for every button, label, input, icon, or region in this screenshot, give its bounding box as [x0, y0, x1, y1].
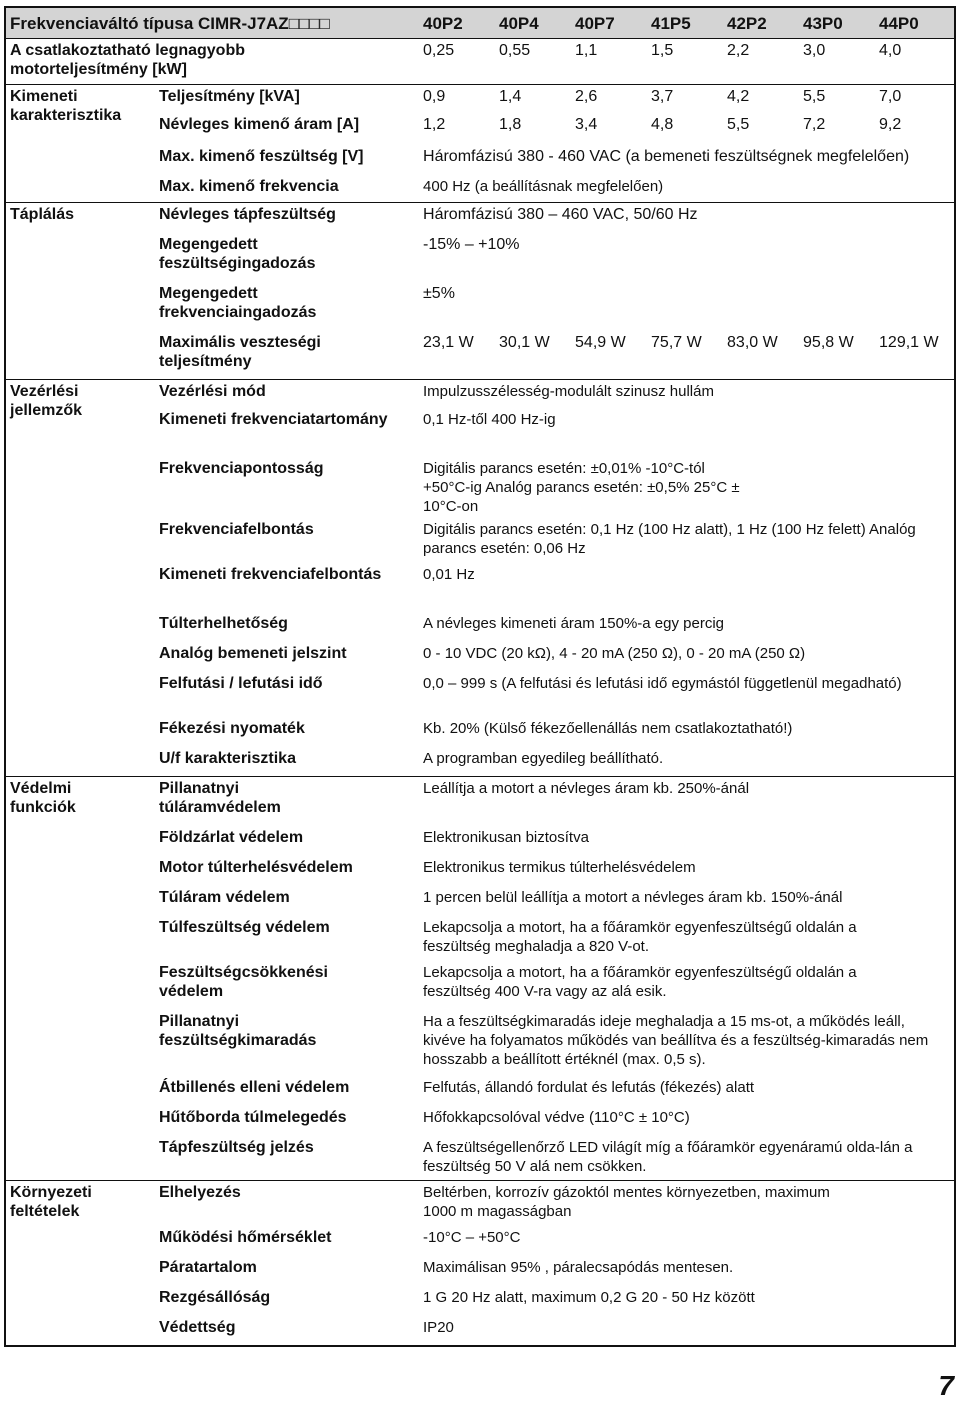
voltage-fluct-value: -15% – +10%: [423, 235, 520, 253]
environment-value: Beltérben, korrozív gázoktól mentes környezetben, maximum 1000 m magasságban: [419, 1181, 955, 1226]
control-value: Impulzusszélesség-modulált szinusz hullám: [419, 380, 955, 408]
protection-label: Túlfeszültség védelem: [159, 918, 330, 936]
model-col: 40P2: [419, 7, 495, 39]
motor-power-value: 3,0: [803, 42, 826, 59]
control-value: A programban egyedileg beállítható.: [423, 749, 664, 767]
protection-label: Hűtőborda túlmelegedés: [159, 1108, 347, 1126]
motor-power-row: [5, 39, 955, 85]
output-power-value: 1,4: [495, 85, 571, 113]
protection-label: Pillanatnyi túláramvédelem: [155, 777, 419, 826]
spec-table: [4, 6, 956, 1347]
voltage-fluct-label: Megengedett feszültségingadozás: [159, 235, 316, 272]
output-current-value: 5,5: [727, 115, 750, 133]
environment-value: IP20: [423, 1318, 454, 1336]
protection-row: [5, 777, 955, 826]
loss-label: Maximális veszteségi teljesítmény: [159, 333, 321, 370]
control-label: Analóg bemeneti jelszint: [159, 644, 347, 662]
control-label: Felfutási / lefutási idő: [159, 674, 323, 692]
output-power-value: 0,9: [419, 85, 495, 113]
protection-label: Földzárlat védelem: [159, 828, 304, 846]
protection-label: Pillanatnyi feszültségkimaradás: [159, 1012, 317, 1049]
protection-value: 1 percen belül leállítja a motort a névleges áram kb. 150%-ánál: [423, 888, 843, 906]
control-label: Kimeneti frekvenciafelbontás: [159, 565, 382, 583]
protection-label: Tápfeszültség jelzés: [159, 1138, 314, 1156]
motor-power-value: 2,2: [727, 42, 750, 59]
output-current-value: 7,2: [803, 115, 826, 133]
max-freq-value: 400 Hz (a beállításnak megfelelően): [423, 177, 664, 195]
protection-value: Leállítja a motort a névleges áram kb. 250%-ánál: [419, 777, 955, 826]
loss-value: 23,1 W: [423, 333, 474, 351]
supply-nominal-value: Háromfázisú 380 – 460 VAC, 50/60 Hz: [419, 203, 955, 233]
motor-power-value: 4,0: [879, 42, 902, 59]
control-value: 0,1 Hz-től 400 Hz-ig: [423, 410, 556, 428]
group-protection: Védelmi funkciók: [5, 777, 155, 1181]
environment-label: Működési hőmérséklet: [159, 1228, 332, 1246]
output-power-value: 3,7: [647, 85, 723, 113]
loss-value: 83,0 W: [727, 333, 778, 351]
group-environment: Környezeti feltételek: [5, 1181, 155, 1346]
control-label: Frekvenciapontosság: [159, 459, 324, 477]
control-label: Vezérlési mód: [155, 380, 419, 408]
loss-value: 75,7 W: [651, 333, 702, 351]
output-current-value: 4,8: [651, 115, 674, 133]
control-label: Frekvenciafelbontás: [159, 520, 314, 538]
control-value: 0,0 – 999 s (A felfutási és lefutási idő egymástól függetlenül megadható): [423, 674, 902, 692]
environment-row: [5, 1181, 955, 1226]
protection-label: Túláram védelem: [159, 888, 290, 906]
max-freq-label: Max. kimenő frekvencia: [159, 177, 339, 195]
model-col: 44P0: [875, 7, 955, 39]
control-value: Kb. 20% (Külső fékezőellenállás nem csatlakoztatható!): [423, 719, 793, 737]
freq-fluct-value: ±5%: [423, 284, 455, 302]
protection-label: Feszültségcsökkenési védelem: [159, 963, 328, 1000]
group-supply: Táplálás: [5, 203, 155, 380]
supply-nominal-row: [5, 203, 955, 233]
output-current-value: 9,2: [879, 115, 902, 133]
control-label: Túlterhelhetőség: [159, 614, 288, 632]
header-row: [5, 7, 955, 39]
protection-value: Elektronikusan biztosítva: [423, 828, 589, 846]
control-row: [5, 380, 955, 408]
max-voltage-label: Max. kimenő feszültség [V]: [159, 147, 364, 165]
output-power-value: 7,0: [875, 85, 955, 113]
group-control: Vezérlési jellemzők: [5, 380, 155, 777]
max-voltage-value: Háromfázisú 380 - 460 VAC (a bemeneti feszültségnek megfelelően): [423, 147, 910, 165]
model-col: 40P7: [571, 7, 647, 39]
protection-value: Ha a feszültségkimaradás ideje meghaladja a 15 ms-ot, a működés leáll, kivéve ha folyamatos működés van beállítva és a feszültség-kimaradás nem hosszabb a beállított értéknél (max. 0,5 s).: [423, 1012, 929, 1068]
control-value: Digitális parancs esetén: ±0,01% -10°C-tól +50°C-ig Analóg parancs esetén: ±0,5% 25°C ± 10°C-on: [423, 459, 740, 515]
protection-label: Motor túlterhelésvédelem: [159, 858, 353, 876]
environment-label: Páratartalom: [159, 1258, 257, 1276]
environment-value: Maximálisan 95% , páralecsapódás mentesen.: [423, 1258, 734, 1276]
protection-value: Hőfokkapcsolóval védve (110°C ± 10°C): [423, 1108, 690, 1126]
protection-value: Lekapcsolja a motort, ha a főáramkör egyenfeszültségű oldalán a feszültség meghaladja a 820 V-ot.: [423, 918, 857, 955]
freq-fluct-label: Megengedett frekvenciaingadozás: [159, 284, 317, 321]
loss-value: 95,8 W: [803, 333, 854, 351]
output-power-value: 5,5: [799, 85, 875, 113]
control-value: 0 - 10 VDC (20 kΩ), 4 - 20 mA (250 Ω), 0 - 20 mA (250 Ω): [423, 644, 806, 662]
output-power-value: 2,6: [571, 85, 647, 113]
control-label: Fékezési nyomaték: [159, 719, 305, 737]
output-power-label: Teljesítmény [kVA]: [155, 85, 419, 113]
motor-power-value: 0,25: [423, 42, 455, 59]
control-value: Digitális parancs esetén: 0,1 Hz (100 Hz alatt), 1 Hz (100 Hz felett) Analóg parancs esetén: 0,06 Hz: [423, 520, 916, 557]
control-value: A névleges kimeneti áram 150%-a egy percig: [423, 614, 725, 632]
loss-value: 30,1 W: [499, 333, 550, 351]
environment-label: Rezgésállóság: [159, 1288, 271, 1306]
page-number: 7: [938, 1370, 954, 1401]
protection-value: A feszültségellenőrző LED világít míg a főáramkör egyenáramú olda-lán a feszültség 50 V alá nem csökken.: [423, 1138, 913, 1175]
supply-nominal-label: Névleges tápfeszültség: [155, 203, 419, 233]
environment-label: Védettség: [159, 1318, 236, 1336]
protection-value: Elektronikus termikus túlterhelésvédelem: [423, 858, 696, 876]
type-label: Frekvenciaváltó típusa CIMR-J7AZ□□□□: [5, 7, 419, 39]
loss-value: 54,9 W: [575, 333, 626, 351]
environment-label: Elhelyezés: [155, 1181, 419, 1226]
motor-power-value: 1,1: [575, 42, 598, 59]
motor-power-label: A csatlakoztatható legnagyobb motorteljesítmény [kW]: [10, 42, 245, 78]
model-col: 40P4: [495, 7, 571, 39]
output-current-value: 3,4: [575, 115, 598, 133]
output-current-value: 1,8: [499, 115, 522, 133]
environment-value: 1 G 20 Hz alatt, maximum 0,2 G 20 - 50 Hz között: [423, 1288, 755, 1306]
environment-value: -10°C – +50°C: [423, 1228, 521, 1246]
model-col: 41P5: [647, 7, 723, 39]
output-current-value: 1,2: [423, 115, 446, 133]
loss-value: 129,1 W: [879, 333, 939, 351]
motor-power-value: 0,55: [499, 42, 531, 59]
output-power-row: [5, 85, 955, 113]
output-power-value: 4,2: [723, 85, 799, 113]
protection-label: Átbillenés elleni védelem: [159, 1078, 350, 1096]
model-col: 42P2: [723, 7, 799, 39]
output-current-label: Névleges kimenő áram [A]: [159, 115, 360, 133]
model-col: 43P0: [799, 7, 875, 39]
group-output: Kimeneti karakterisztika: [5, 85, 155, 203]
motor-power-value: 1,5: [651, 42, 674, 59]
control-label: U/f karakterisztika: [159, 749, 296, 767]
protection-value: Felfutás, állandó fordulat és lefutás (fékezés) alatt: [423, 1078, 755, 1096]
control-label: Kimeneti frekvenciatartomány: [159, 410, 388, 428]
control-value: 0,01 Hz: [423, 565, 475, 583]
protection-value: Lekapcsolja a motort, ha a főáramkör egyenfeszültségű oldalán a feszültség 400 V-ra vagy az alá esik.: [423, 963, 857, 1000]
